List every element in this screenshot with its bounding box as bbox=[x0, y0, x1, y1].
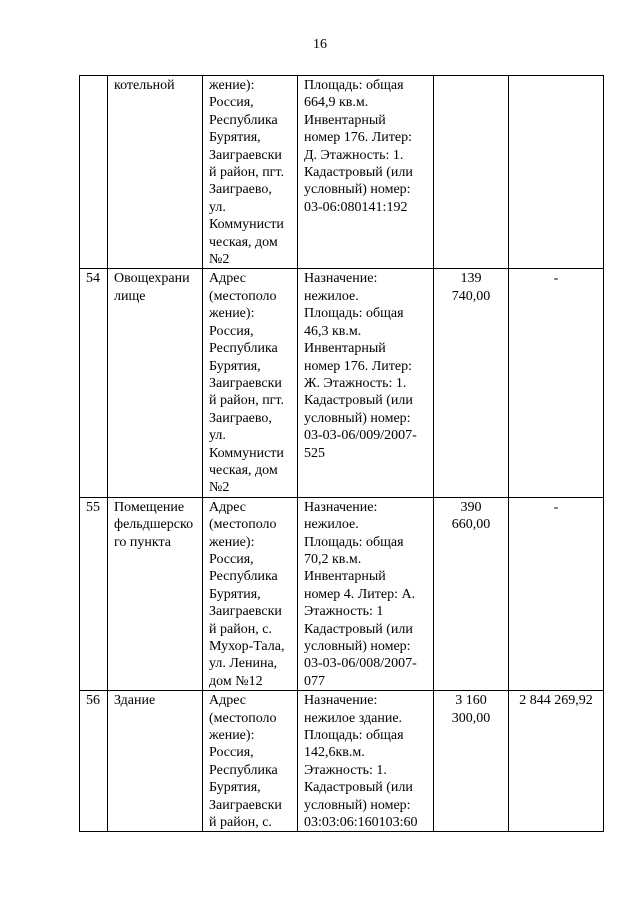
object-address: Адрес (местополо жение): Россия, Республика Бурятия, Заиграевски й район, с. Мухор-Тала, ул. Ленина, дом №12 bbox=[209, 499, 285, 689]
table-row bbox=[80, 76, 604, 269]
row-number-cell bbox=[80, 76, 108, 269]
table-row bbox=[80, 691, 604, 832]
residual-value: 2 844 269,92 bbox=[519, 693, 593, 709]
residual-value bbox=[509, 76, 603, 77]
balance-value bbox=[434, 76, 508, 77]
object-name-cell bbox=[108, 691, 203, 832]
address-cell bbox=[203, 497, 298, 690]
table-row bbox=[80, 269, 604, 497]
balance-value: 139 740,00 bbox=[451, 271, 491, 304]
value-cell bbox=[434, 76, 509, 269]
row-number: 54 bbox=[86, 271, 100, 287]
address-cell bbox=[203, 691, 298, 832]
object-name: котельной bbox=[114, 78, 175, 93]
description-cell bbox=[298, 269, 434, 497]
row-number-cell bbox=[80, 691, 108, 832]
object-name-cell bbox=[108, 269, 203, 497]
object-description: Назначение: нежилое. Площадь: общая 70,2 кв.м. Инвентарный номер 4. Литер: А. Этажность: 1 Кадастровый (или условный) номер: 03-03-06/008/2007- 077 bbox=[304, 499, 417, 689]
residual-value: - bbox=[553, 499, 559, 515]
object-address: жение): Россия, Республика Бурятия, Заиграевски й район, пгт. Заиграево, ул. Коммунисти ческая, дом №2 bbox=[209, 78, 284, 268]
object-description: Назначение: нежилое. Площадь: общая 46,3 кв.м. Инвентарный номер 176. Литер: Ж. Этажность: 1. Кадастровый (или условный) номер: 03-03-06/009/2007- 525 bbox=[304, 271, 417, 461]
address-cell bbox=[203, 269, 298, 497]
description-cell bbox=[298, 691, 434, 832]
residual-cell bbox=[509, 691, 604, 832]
address-cell bbox=[203, 76, 298, 269]
value-cell bbox=[434, 691, 509, 832]
row-number-cell bbox=[80, 497, 108, 690]
value-cell bbox=[434, 497, 509, 690]
object-name: Овощехрани лище bbox=[114, 271, 190, 304]
value-cell bbox=[434, 269, 509, 497]
row-number bbox=[80, 76, 107, 77]
page-number: 16 bbox=[313, 37, 327, 52]
object-name-cell bbox=[108, 76, 203, 269]
table-row bbox=[80, 497, 604, 690]
object-description: Площадь: общая 664,9 кв.м. Инвентарный номер 176. Литер: Д. Этажность: 1. Кадастровый (или условный) номер: 03-06:080141:192 bbox=[304, 78, 413, 215]
residual-cell bbox=[509, 497, 604, 690]
object-name: Помещение фельдшерско го пункта bbox=[114, 499, 194, 550]
object-name-cell bbox=[108, 497, 203, 690]
description-cell bbox=[298, 76, 434, 269]
object-address: Адрес (местополо жение): Россия, Республика Бурятия, Заиграевски й район, с. bbox=[209, 693, 282, 831]
object-name: Здание bbox=[114, 693, 156, 709]
row-number: 56 bbox=[86, 693, 100, 709]
residual-cell bbox=[509, 76, 604, 269]
description-cell bbox=[298, 497, 434, 690]
object-description: Назначение: нежилое здание. Площадь: общая 142,6кв.м. Этажность: 1. Кадастровый (или условный) номер: 03:03:06:160103:60 bbox=[304, 693, 418, 831]
row-number: 55 bbox=[86, 499, 100, 515]
residual-value: - bbox=[553, 271, 559, 287]
balance-value: 390 660,00 bbox=[451, 499, 491, 533]
object-address: Адрес (местополо жение): Россия, Республика Бурятия, Заиграевски й район, пгт. Заиграево, ул. Коммунисти ческая, дом №2 bbox=[209, 271, 284, 496]
residual-cell bbox=[509, 269, 604, 497]
property-registry-table bbox=[79, 75, 604, 832]
balance-value: 3 160 300,00 bbox=[451, 693, 491, 726]
row-number-cell bbox=[80, 269, 108, 497]
